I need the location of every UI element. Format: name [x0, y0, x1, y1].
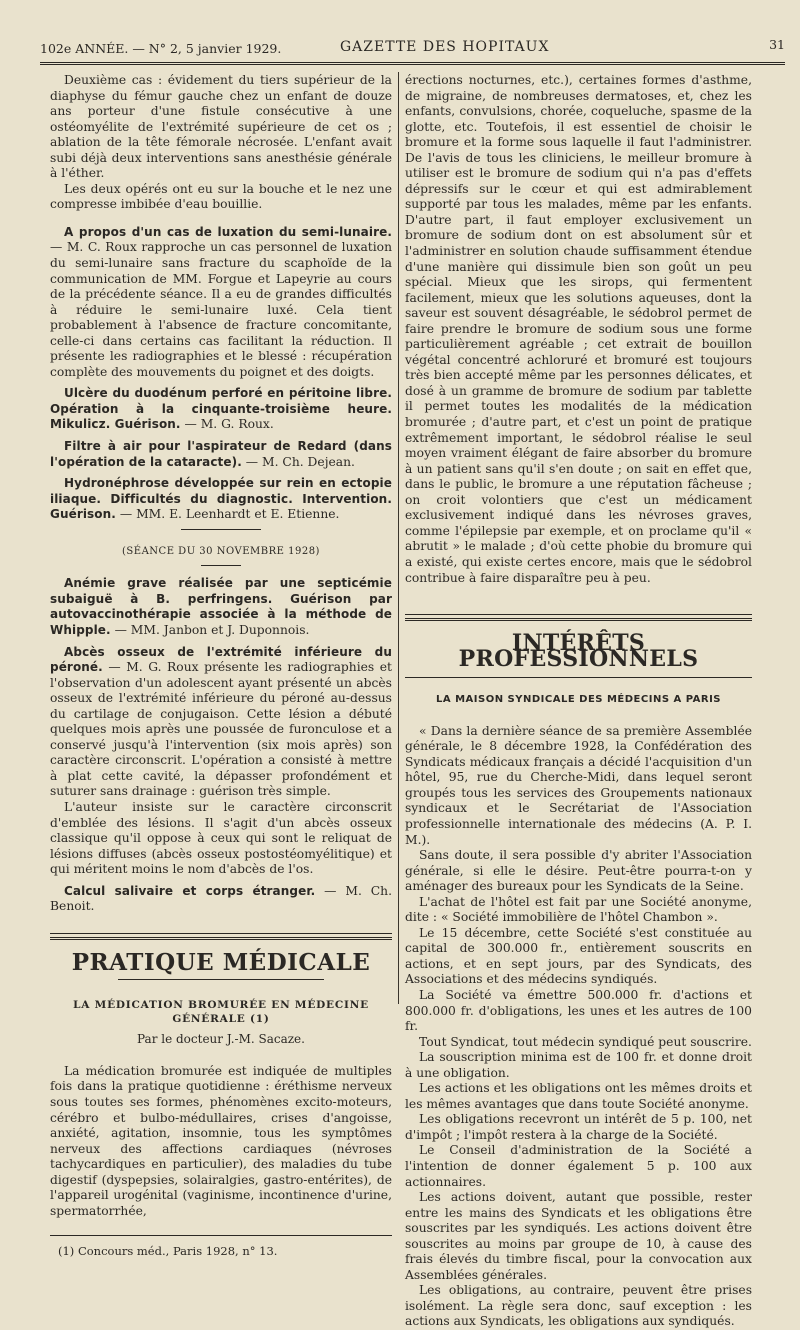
paragraph: Deuxième cas : évidement du tiers supérieur de la diaphyse du fémur gauche chez un enfant de douze ans porteur d'une fistule consécutive à une ostéomyélite de l'extrémité supérieure de cet os ; ablation de la tête fémorale nécrosée. L'enfant avait subi déjà deux interventions sans anesthésie générale à l'éther.	[50, 73, 392, 181]
short-divider	[201, 565, 241, 566]
communication-item	[50, 225, 392, 380]
item-text: — M. C. Roux rapproche un cas personnel de luxation du semi-lunaire sans fracture du scaphoïde de la communication de MM. Forgue et Lapeyrie au cours de la précédente séance. Il a eu de grandes difficultés à réduire le semi-lunaire luxé. Cela tient probablement à l'absence de fracture concomitante, celle-ci dans certains cas facilitant la réduction. Il présente les radiographies et le blessé : récupération complète des mouvements du poignet et des doigts.	[50, 240, 392, 379]
paragraph: « Dans la dernière séance de sa première Assemblée générale, le 8 décembre 1928, la Confédération des Syndicats médicaux français a décidé l'acquisition d'un hôtel, 95, rue du Cherche-Midi, dans lequel seront groupés tous les services des Groupements nationaux syndicaux et le Secrétariat de l'Association professionnelle internationale des médecins (A. P. I. M.).	[405, 723, 752, 847]
item-title: Abcès osseux de l'extrémité inférieure du péroné.	[50, 644, 392, 675]
paragraph: La médication bromurée est indiquée de multiples fois dans la pratique quotidienne : éréthisme nerveux sous toutes ses formes, phénomènes excito-moteurs, cérébro et bulbo-médullaires, crises d'angoisse, anxiété, agitation, insomnie, tous les symptômes nerveux des affections cardiaques (névroses tachycardiques en particulier), des maladies du tube digestif (dyspepsies, solairalgies, gastro-entérites), de l'appareil urogénital (vaginisme, incontinence d'urine, spermatorrhée,	[50, 1063, 392, 1218]
paragraph: érections nocturnes, etc.), certaines formes d'asthme, de migraine, de nombreuses dermatoses, et, chez les enfants, convulsions, chorée, coqueluche, spasme de la glotte, etc. Toutefois, il est essentiel de choisir le bromure et la forme sous laquelle il faut l'administrer. De l'avis de tous les cliniciens, le meilleur bromure à utiliser est le bromure de sodium qui n'a pas d'effets dépressifs sur le cœur et qui est admirablement supporté par tous les malades, même par les enfants. D'autre part, il faut employer exclusivement un bromure de sodium dont on est absolument sûr et l'administrer en solution chaude suffisamment étendue d'une manière qui dissimule bien son goût un peu spécial. Mieux que les sirops, qui fermentent facilement, mieux que les solutions aqueuses, dont la saveur est souvent désagréable, le sédobrol permet de faire prendre le bromure de sodium sous une forme particulièrement agréable ; cet extrait de bouillon végétal concentré achloruré et bromuré est toujours très bien accepté même par les personnes délicates, et dosé à un gramme de bromure de sodium par tablette il permet toutes les modalités de la médication bromurée ; d'autre part, et c'est un point de pratique extrêmement important, le sédobrol réalise le seul moyen vraiment élégant de faire absorber du bromure à un patient sans qu'il s'en doute ; on sait en effet que, dans le public, le bromure a une réputation fâcheuse ; on croit volontiers que c'est un médicament exclusivement indiqué dans les névroses graves, comme l'épilepsie par exemple, et on proclame qu'il « abrutit » le malade ; d'où cette phobie du bromure qui a existé, qui existe certes encore, mais que le sédobrol contribue à faire disparaître peu à peu.	[405, 73, 752, 585]
article-title: LA MAISON SYNDICALE DES MÉDECINS A PARIS	[436, 694, 721, 706]
paragraph: Les obligations, au contraire, peuvent être prises isolément. La règle sera donc, sauf exception : les actions aux Syndicats, les obligations aux syndiqués.	[405, 1283, 752, 1329]
section-rule	[118, 979, 323, 980]
paragraph: Le 15 décembre, cette Société s'est constituée au capital de 300.000 fr., entièrement souscrits en actions, et en sept jours, par des Syndicats, des Associations et des médecins syndiqués.	[405, 925, 752, 987]
communication-item	[50, 476, 392, 523]
communication-item	[50, 576, 392, 638]
short-divider	[181, 529, 261, 530]
item-title: A propos d'un cas de luxation du semi-lunaire.	[64, 224, 392, 239]
section-rule-double	[50, 937, 392, 943]
paragraph: La Société va émettre 500.000 fr. d'actions et 800.000 fr. d'obligations, les unes et les autres de 100 fr.	[405, 987, 752, 1034]
communication-item	[50, 439, 392, 470]
paragraph: L'auteur insiste sur le caractère circonscrit d'emblée des lésions. Il s'agit d'un abcès osseux classique qu'il oppose à ceux qui sont le reliquat de lésions diffuses (abcès osseux postostéomyélitique) et qui méritent moins le nom d'abcès de l'os.	[50, 799, 392, 877]
paragraph: Les actions et les obligations ont les mêmes droits et les mêmes avantages que dans toute Société anonyme.	[405, 1081, 752, 1111]
item-author: — M. Ch. Benoit.	[50, 883, 392, 914]
item-title: Anémie grave réalisée par une septicémie subaiguë à B. perfringens. Guérison par autovaccinothérapie associée à la méthode de Whipple.	[50, 576, 392, 637]
paragraph: Sans doute, il sera possible d'y abriter l'Association générale, si elle le désire. Peut-être pourra-t-on y aménager des bureaux pour les Syndicats de la Seine.	[405, 848, 752, 894]
issue-info: 102e ANNÉE. — N° 2, 5 janvier 1929.	[40, 41, 282, 56]
column-separator	[398, 72, 399, 1004]
item-title: Calcul salivaire et corps étranger.	[64, 883, 316, 898]
item-title: Ulcère du duodénum perforé en péritoine libre. Opération à la cinquante-troisième heure. Mikulicz. Guérison.	[50, 386, 392, 432]
item-author: — M. Ch. Dejean.	[241, 454, 355, 469]
section-title: INTÉRÊTS PROFESSIONNELS	[458, 630, 699, 672]
item-text: — M. G. Roux présente les radiographies et l'observation d'un adolescent ayant présenté un abcès osseux de l'extrémité inférieure du péroné au-dessus du cartilage de conjugaison. Cette lésion a débuté quelques mois après une poussée de furonculose et a conservé jusqu'à l'intervention (six mois après) son caractère circonscrit. L'opération a consisté à mettre à plat cette cavité, la dépasser profondément et suturer sans drainage : guérison très simple.	[50, 660, 392, 799]
item-author: — MM. E. Leenhardt et E. Etienne.	[115, 507, 340, 522]
page-header	[40, 37, 785, 59]
header-rule	[40, 62, 785, 68]
communication-item	[50, 645, 392, 800]
right-column	[405, 73, 752, 1330]
article-byline: Par le docteur J.-M. Sacaze.	[137, 1032, 305, 1047]
item-title: Filtre à air pour l'aspirateur de Redard (dans l'opération de la cataracte).	[50, 439, 392, 469]
item-title: Hydronéphrose développée sur rein en ectopie iliaque. Difficultés du diagnostic. Intervention. Guérison.	[50, 476, 392, 522]
left-column	[50, 73, 392, 1260]
paragraph: Le Conseil d'administration de la Société a l'intention de donner également 5 p. 100 aux actionnaires.	[405, 1143, 752, 1189]
item-author: — MM. Janbon et J. Duponnois.	[110, 622, 310, 637]
article-body	[405, 724, 752, 1330]
footnote-rule	[50, 1235, 392, 1236]
paragraph: Les actions doivent, autant que possible, rester entre les mains des Syndicats et les obligations être souscrites par les syndiqués. Les actions doivent être souscrites au moins par groupe de 10, à cause des frais élevés du timbre fiscal, pour la convocation aux Assemblées générales.	[405, 1190, 752, 1282]
paragraph: Les deux opérés ont eu sur la bouche et le nez une compresse imbibée d'eau bouillie.	[50, 181, 392, 212]
section-rule	[405, 614, 752, 615]
communication-item	[50, 884, 392, 915]
article-title: LA MÉDICATION BROMURÉE EN MÉDECINE GÉNÉRALE (1)	[73, 999, 369, 1026]
communication-item	[50, 386, 392, 433]
paragraph: L'achat de l'hôtel est fait par une Société anonyme, dite : « Société immobilière de l'hôtel Chambon ».	[405, 894, 752, 925]
paragraph: Les obligations recevront un intérêt de 5 p. 100, net d'impôt ; l'impôt restera à la charge de la Société.	[405, 1112, 752, 1142]
paragraph: La souscription minima est de 100 fr. et donne droit à une obligation.	[405, 1050, 752, 1080]
seance-date: (SÉANCE DU 30 NOVEMBRE 1928)	[122, 545, 320, 557]
paragraph: Tout Syndicat, tout médecin syndiqué peut souscrire.	[419, 1034, 752, 1049]
journal-title: GAZETTE DES HOPITAUX	[340, 39, 550, 55]
section-title: PRATIQUE MÉDICALE	[71, 948, 371, 976]
page-number: 31	[769, 37, 785, 52]
section-rule	[405, 677, 752, 678]
footnote: (1) Concours méd., Paris 1928, n° 13.	[58, 1244, 278, 1259]
section-rule	[50, 933, 392, 934]
section-rule-double	[405, 618, 752, 624]
item-author: — M. G. Roux.	[180, 417, 274, 432]
